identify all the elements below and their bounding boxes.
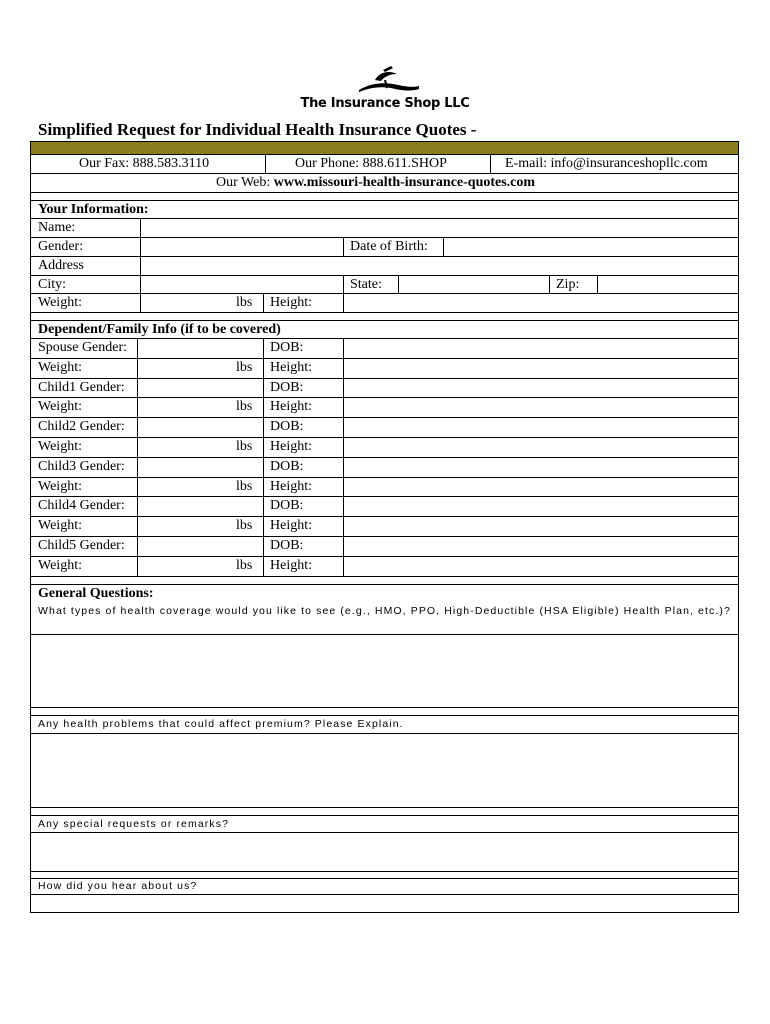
dependent-gender-field[interactable]: [138, 458, 262, 476]
general-heading: General Questions:: [38, 586, 154, 601]
company-logo: [300, 64, 470, 118]
dependent-dob-label: DOB:: [270, 419, 304, 435]
dependent-dob-label: DOB:: [270, 379, 304, 395]
height-field[interactable]: [344, 294, 738, 311]
dependent-weight-label: Weight:: [38, 399, 82, 415]
dependent-weight-field[interactable]: [138, 438, 230, 456]
dependent-height-field[interactable]: [344, 438, 738, 456]
your-info-heading: Your Information:: [38, 202, 149, 217]
state-label: State:: [350, 277, 382, 292]
dependent-height-label: Height:: [270, 399, 312, 415]
gender-label: Gender:: [38, 239, 84, 254]
health-problems-answer[interactable]: [31, 734, 738, 806]
web-label: Our Web:: [216, 175, 274, 190]
dependent-lbs-unit: lbs: [236, 557, 253, 573]
dependent-lbs-unit: lbs: [236, 439, 253, 454]
umbrella-logo-icon: [345, 64, 425, 96]
dependent-lbs-unit: lbs: [236, 478, 253, 494]
dependent-dob-field[interactable]: [344, 537, 738, 555]
dependent-dob-label: DOB:: [270, 458, 304, 474]
question-coverage-type: What types of health coverage would you like to see (e.g., HMO, PPO, High-Deductible (HSA Eligible) Health Plan, etc.)?: [38, 605, 731, 617]
weight-field[interactable]: [141, 294, 233, 311]
dependent-height-label: Height:: [270, 478, 312, 494]
dependent-gender-field[interactable]: [138, 497, 262, 515]
dependent-weight-label: Weight:: [38, 359, 82, 375]
dependent-dob-field[interactable]: [344, 497, 738, 515]
dependent-dob-label: DOB:: [270, 538, 304, 553]
email-address: E-mail: info@insuranceshopllc.com: [505, 156, 708, 171]
dependent-height-field[interactable]: [344, 478, 738, 496]
dependent-gender-label: Child5 Gender:: [38, 538, 125, 553]
dependent-gender-field[interactable]: [138, 379, 262, 397]
dependent-height-field[interactable]: [344, 398, 738, 416]
dependent-lbs-unit: lbs: [236, 359, 253, 375]
city-field[interactable]: [141, 276, 343, 292]
dob-field[interactable]: [444, 238, 738, 255]
name-label: Name:: [38, 220, 76, 235]
dependent-lbs-unit: lbs: [236, 399, 253, 415]
dependent-dob-field[interactable]: [344, 339, 738, 357]
dependent-weight-label: Weight:: [38, 557, 82, 573]
dependent-height-field[interactable]: [344, 517, 738, 535]
dependent-dob-label: DOB:: [270, 340, 304, 355]
page-title: Simplified Request for Individual Health Insurance Quotes -: [38, 120, 477, 139]
dependent-gender-label: Child2 Gender:: [38, 419, 125, 435]
name-field[interactable]: [141, 219, 738, 236]
question-referral-source: How did you hear about us?: [38, 880, 198, 892]
dependent-gender-field[interactable]: [138, 537, 262, 555]
dependent-weight-field[interactable]: [138, 557, 230, 575]
dependent-gender-label: Child1 Gender:: [38, 379, 125, 395]
dependent-height-field[interactable]: [344, 557, 738, 575]
dependent-gender-label: Spouse Gender:: [38, 340, 128, 355]
fax-number: Our Fax: 888.583.3110: [79, 156, 210, 171]
question-health-problems: Any health problems that could affect premium? Please Explain.: [38, 718, 404, 730]
dependent-weight-label: Weight:: [38, 478, 82, 494]
dependent-weight-label: Weight:: [38, 439, 82, 454]
dependent-dob-field[interactable]: [344, 379, 738, 397]
website: [216, 175, 535, 191]
dependent-dob-label: DOB:: [270, 498, 304, 514]
dependent-weight-field[interactable]: [138, 359, 230, 377]
phone-number: Our Phone: 888.611.SHOP: [295, 156, 447, 171]
dob-label: Date of Birth:: [350, 239, 428, 254]
dependent-gender-field[interactable]: [138, 418, 262, 436]
web-url[interactable]: www.missouri-health-insurance-quotes.com: [273, 175, 536, 190]
height-label: Height:: [270, 295, 312, 310]
dependent-height-label: Height:: [270, 557, 312, 573]
question-special-requests: Any special requests or remarks?: [38, 818, 230, 830]
dependents-heading: Dependent/Family Info (if to be covered): [38, 322, 281, 337]
dependent-gender-label: Child3 Gender:: [38, 458, 125, 474]
accent-bar: [30, 141, 739, 155]
referral-source-answer[interactable]: [31, 895, 738, 912]
dependent-height-field[interactable]: [344, 359, 738, 377]
dependent-weight-field[interactable]: [138, 517, 230, 535]
dependent-gender-field[interactable]: [138, 339, 262, 357]
address-field[interactable]: [141, 257, 738, 274]
city-label: City:: [38, 277, 67, 292]
dependent-weight-label: Weight:: [38, 518, 82, 534]
dependent-height-label: Height:: [270, 359, 312, 375]
special-requests-answer[interactable]: [31, 833, 738, 870]
zip-label: Zip:: [556, 277, 580, 292]
dependent-lbs-unit: lbs: [236, 518, 253, 534]
dependent-dob-field[interactable]: [344, 458, 738, 476]
lbs-unit: lbs: [236, 295, 253, 310]
address-label: Address: [38, 258, 84, 273]
logo-text: The Insurance Shop LLC: [300, 96, 470, 111]
dependent-weight-field[interactable]: [138, 398, 230, 416]
dependent-dob-field[interactable]: [344, 418, 738, 436]
state-field[interactable]: [399, 276, 549, 292]
zip-field[interactable]: [598, 276, 738, 292]
gender-field[interactable]: [141, 238, 343, 255]
dependent-height-label: Height:: [270, 439, 312, 454]
dependent-gender-label: Child4 Gender:: [38, 498, 125, 514]
weight-label: Weight:: [38, 295, 82, 310]
coverage-type-answer[interactable]: [31, 635, 738, 706]
dependent-weight-field[interactable]: [138, 478, 230, 496]
dependent-height-label: Height:: [270, 518, 312, 534]
